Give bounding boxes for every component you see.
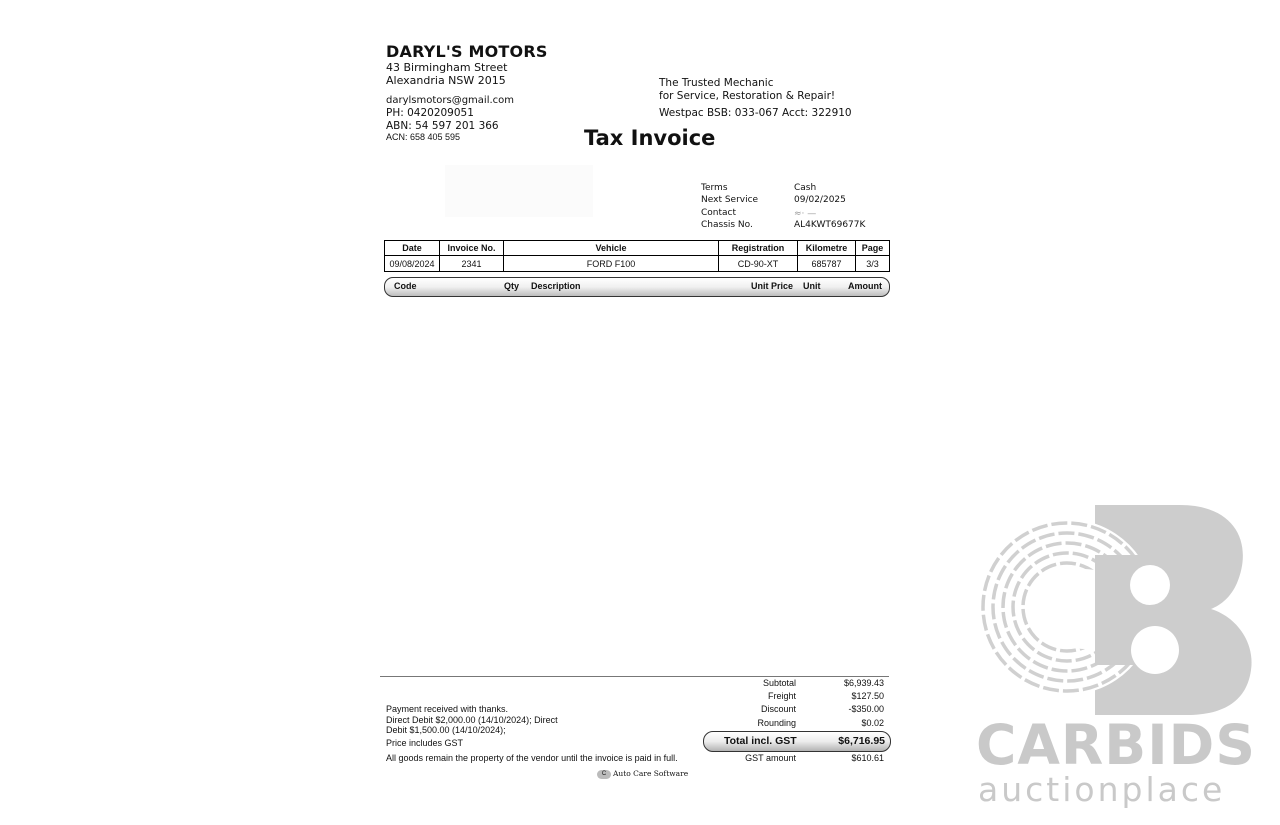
address-line-2: Alexandria NSW 2015 — [386, 74, 506, 87]
gst-value: $610.61 — [851, 753, 884, 763]
header-kilometre: Kilometre — [798, 241, 856, 256]
property-note: All goods remain the property of the vendor until the invoice is paid in full. — [386, 753, 678, 763]
terms-value: Cash — [794, 183, 817, 193]
gst-label: GST amount — [745, 753, 796, 763]
tagline-line-1: The Trusted Mechanic — [659, 77, 774, 89]
contact-label: Contact — [701, 208, 737, 218]
total-incl-gst — [703, 731, 891, 752]
company-acn: ACN: 658 405 595 — [386, 132, 461, 142]
col-unit: Unit — [803, 281, 821, 291]
gst-note: Price includes GST — [386, 738, 464, 748]
rounding-value: $0.02 — [861, 718, 884, 728]
header-date: Date — [385, 241, 440, 256]
contact-value-redacted: ≈· — — [794, 209, 817, 219]
header-vehicle: Vehicle — [504, 241, 719, 256]
next-service-value: 09/02/2025 — [794, 195, 846, 205]
cell-vehicle: FORD F100 — [504, 256, 719, 272]
terms-label: Terms — [701, 183, 728, 193]
customer-address-redacted — [445, 165, 593, 217]
col-unit-price: Unit Price — [751, 281, 794, 291]
chassis-value: AL4KWT69677K — [794, 220, 866, 230]
subtotal-label: Subtotal — [762, 678, 796, 688]
software-name: Auto Care Software — [613, 769, 689, 778]
tagline-line-2: for Service, Restoration & Repair! — [659, 90, 836, 102]
freight-value: $127.50 — [851, 691, 884, 701]
payment-thanks: Payment received with thanks. — [386, 704, 509, 714]
total-label: Total incl. GST — [724, 735, 797, 747]
company-name: DARYL'S MOTORS — [386, 42, 548, 61]
carbids-logo-icon — [975, 505, 1255, 715]
header-invoice-no: Invoice No. — [440, 241, 504, 256]
invoice-info-table — [384, 240, 890, 272]
discount-label: Discount — [760, 704, 796, 714]
subtotal-value: $6,939.43 — [843, 678, 884, 688]
company-email: darylsmotors@gmail.com — [386, 95, 515, 106]
cell-date: 09/08/2024 — [385, 256, 440, 272]
cell-registration: CD-90-XT — [719, 256, 798, 272]
company-phone: PH: 0420209051 — [386, 107, 474, 119]
col-code: Code — [394, 281, 417, 291]
software-badge-icon: C — [597, 770, 611, 779]
watermark-sub: auctionplace — [978, 770, 1226, 809]
col-description: Description — [531, 281, 581, 291]
col-amount: Amount — [848, 281, 882, 291]
total-value: $6,716.95 — [838, 735, 885, 747]
discount-value: -$350.00 — [848, 704, 884, 714]
header-registration: Registration — [719, 241, 798, 256]
table-row — [385, 256, 890, 272]
chassis-label: Chassis No. — [701, 220, 753, 230]
header-page: Page — [856, 241, 890, 256]
freight-label: Freight — [767, 691, 796, 701]
col-qty: Qty — [504, 281, 520, 291]
info-header-row — [385, 241, 890, 256]
watermark-brand: CARBIDS — [976, 713, 1256, 777]
bank-details: Westpac BSB: 033-067 Acct: 322910 — [659, 107, 852, 119]
line-items-header — [384, 277, 890, 297]
footer-divider — [380, 676, 889, 677]
next-service-label: Next Service — [701, 195, 759, 205]
document-title: Tax Invoice — [584, 126, 716, 150]
company-abn: ABN: 54 597 201 366 — [386, 120, 499, 132]
address-line-1: 43 Birmingham Street — [386, 61, 508, 74]
cell-kilometre: 685787 — [798, 256, 856, 272]
direct-debit-line-1: Direct Debit $2,000.00 (14/10/2024); Direct — [386, 715, 558, 725]
cell-invoice-no: 2341 — [440, 256, 504, 272]
cell-page: 3/3 — [856, 256, 890, 272]
software-credit — [597, 769, 688, 779]
direct-debit-line-2: Debit $1,500.00 (14/10/2024); — [386, 725, 506, 735]
rounding-label: Rounding — [757, 718, 796, 728]
